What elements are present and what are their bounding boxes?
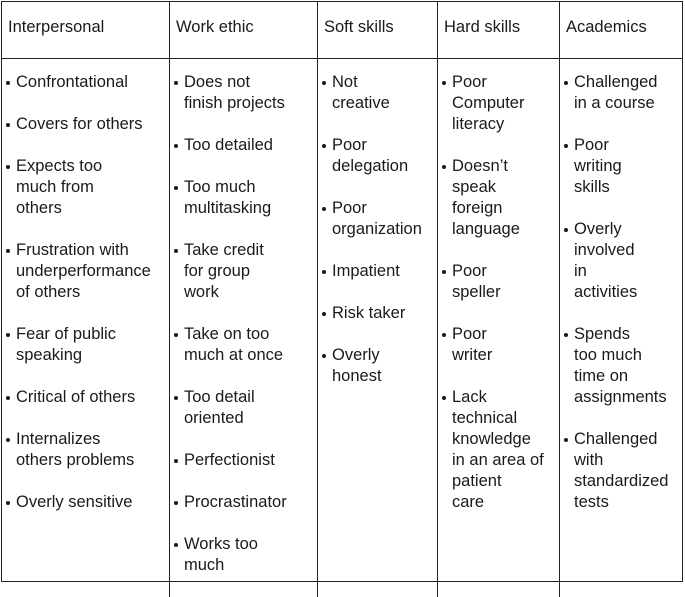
- list-item: Not creative: [322, 72, 437, 114]
- list-item: Too detail oriented: [174, 387, 317, 429]
- list-item: Covers for others: [6, 114, 169, 135]
- header-interpersonal: Interpersonal: [2, 2, 170, 59]
- list-soft-skills: [322, 72, 437, 387]
- list-item: Spends too much time on assignments: [564, 324, 682, 408]
- list-item: Risk taker: [322, 303, 437, 324]
- column-interpersonal: [2, 59, 170, 597]
- list-interpersonal: [6, 72, 169, 513]
- list-item: Poor organization: [322, 198, 437, 240]
- header-academics: Academics: [560, 2, 682, 59]
- list-item: Does not finish projects: [174, 72, 317, 114]
- list-work-ethic: [174, 72, 317, 576]
- list-item: Poor Computer literacy: [442, 72, 559, 135]
- list-item: Doesn’t speak foreign language: [442, 156, 559, 240]
- list-item: Expects too much from others: [6, 156, 169, 219]
- list-item: Frustration with underperformance of others: [6, 240, 169, 303]
- list-item: Confrontational: [6, 72, 169, 93]
- header-soft-skills: Soft skills: [318, 2, 438, 59]
- list-item: Too detailed: [174, 135, 317, 156]
- list-item: Challenged with standardized tests: [564, 429, 682, 513]
- column-soft-skills: [318, 59, 438, 597]
- column-hard-skills: [438, 59, 560, 597]
- header-hard-skills: Hard skills: [438, 2, 560, 59]
- list-item: Lack technical knowledge in an area of patient care: [442, 387, 559, 513]
- list-item: Poor delegation: [322, 135, 437, 177]
- list-hard-skills: [442, 72, 559, 513]
- list-item: Too much multitasking: [174, 177, 317, 219]
- list-item: Take credit for group work: [174, 240, 317, 303]
- list-item: Poor writing skills: [564, 135, 682, 198]
- list-item: Critical of others: [6, 387, 169, 408]
- list-item: Challenged in a course: [564, 72, 682, 114]
- column-work-ethic: [170, 59, 318, 597]
- list-item: Take on too much at once: [174, 324, 317, 366]
- weaknesses-table: [1, 1, 683, 582]
- list-item: Impatient: [322, 261, 437, 282]
- list-item: Internalizes others problems: [6, 429, 169, 471]
- list-item: Overly involved in activities: [564, 219, 682, 303]
- list-academics: [564, 72, 682, 513]
- column-academics: [560, 59, 682, 597]
- list-item: Works too much: [174, 534, 317, 576]
- list-item: Poor speller: [442, 261, 559, 303]
- list-item: Fear of public speaking: [6, 324, 169, 366]
- list-item: Overly sensitive: [6, 492, 169, 513]
- header-work-ethic: Work ethic: [170, 2, 318, 59]
- list-item: Poor writer: [442, 324, 559, 366]
- list-item: Procrastinator: [174, 492, 317, 513]
- list-item: Perfectionist: [174, 450, 317, 471]
- list-item: Overly honest: [322, 345, 437, 387]
